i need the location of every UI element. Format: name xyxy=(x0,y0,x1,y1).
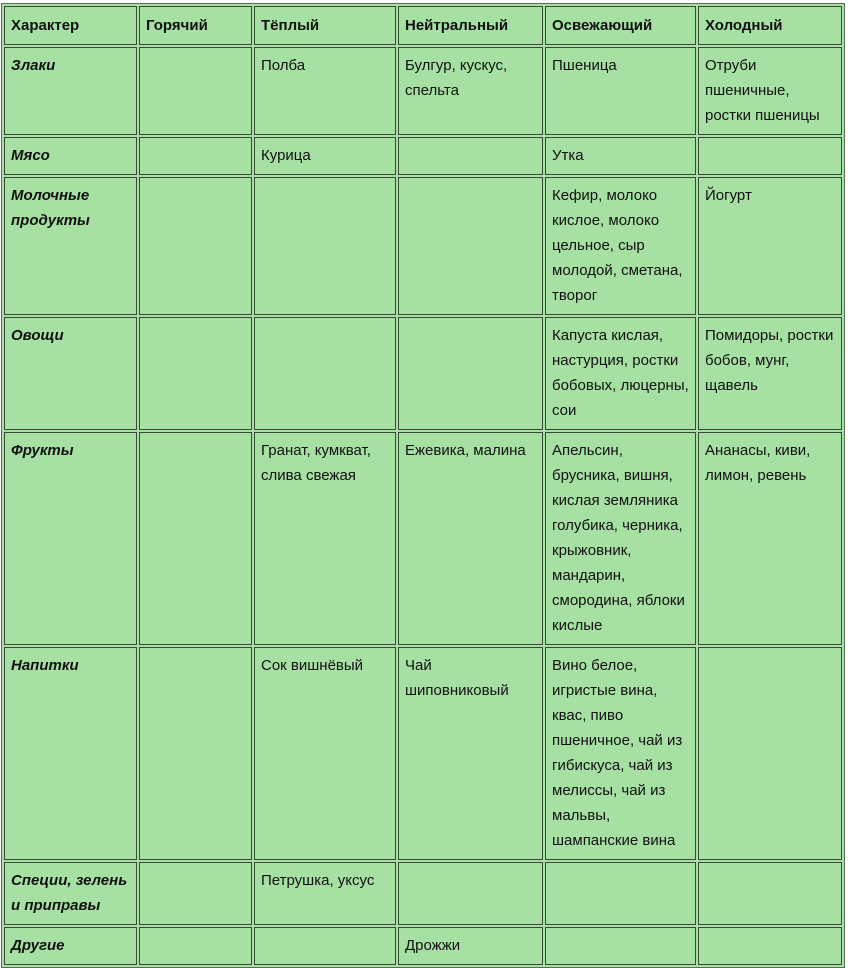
table-cell: Капуста кислая, настурция, ростки бобовых, люцерны, сои xyxy=(545,317,696,430)
table-cell xyxy=(139,432,252,645)
table-cell: Курица xyxy=(254,137,396,175)
table-row xyxy=(4,47,842,135)
table-cell xyxy=(398,862,543,925)
table-cell: Утка xyxy=(545,137,696,175)
category-cell: Специи, зелень и приправы xyxy=(4,862,137,925)
table-cell: Ежевика, малина xyxy=(398,432,543,645)
header-cell: Холодный xyxy=(698,6,842,45)
header-cell: Тёплый xyxy=(254,6,396,45)
table-cell xyxy=(545,862,696,925)
category-cell: Овощи xyxy=(4,317,137,430)
table-cell xyxy=(698,927,842,965)
table-cell xyxy=(139,317,252,430)
category-cell: Фрукты xyxy=(4,432,137,645)
category-cell: Молочные продукты xyxy=(4,177,137,315)
table-cell xyxy=(139,177,252,315)
category-cell: Злаки xyxy=(4,47,137,135)
table-cell: Ананасы, киви, лимон, ревень xyxy=(698,432,842,645)
table-row xyxy=(4,177,842,315)
table-row xyxy=(4,862,842,925)
table-cell: Пшеница xyxy=(545,47,696,135)
table-row xyxy=(4,432,842,645)
table-cell xyxy=(254,927,396,965)
header-cell: Характер xyxy=(4,6,137,45)
table-cell xyxy=(698,862,842,925)
category-cell: Мясо xyxy=(4,137,137,175)
table-cell xyxy=(139,647,252,860)
table-cell: Апельсин, брусника, вишня, кислая земляника голубика, черника, крыжовник, мандарин, смородина, яблоки кислые xyxy=(545,432,696,645)
table-cell xyxy=(398,317,543,430)
table-cell: Чай шиповниковый xyxy=(398,647,543,860)
table-cell: Гранат, кумкват, слива свежая xyxy=(254,432,396,645)
table-cell xyxy=(545,927,696,965)
header-row xyxy=(4,6,842,45)
table-cell xyxy=(254,317,396,430)
table-cell xyxy=(139,47,252,135)
table-cell: Отруби пшеничные, ростки пшеницы xyxy=(698,47,842,135)
table-cell xyxy=(398,177,543,315)
table-cell xyxy=(398,137,543,175)
table-cell xyxy=(254,177,396,315)
table-cell: Помидоры, ростки бобов, мунг, щавель xyxy=(698,317,842,430)
header-cell: Нейтральный xyxy=(398,6,543,45)
table-cell xyxy=(139,862,252,925)
table-cell: Полба xyxy=(254,47,396,135)
header-cell: Горячий xyxy=(139,6,252,45)
table-cell: Сок вишнёвый xyxy=(254,647,396,860)
category-cell: Другие xyxy=(4,927,137,965)
category-cell: Напитки xyxy=(4,647,137,860)
header-cell: Освежающий xyxy=(545,6,696,45)
table-row xyxy=(4,647,842,860)
food-character-table xyxy=(1,3,845,968)
table-cell xyxy=(139,137,252,175)
table-cell xyxy=(698,647,842,860)
table-row xyxy=(4,317,842,430)
table-cell xyxy=(139,927,252,965)
table-cell xyxy=(698,137,842,175)
table-cell: Кефир, молоко кислое, молоко цельное, сыр молодой, сметана, творог xyxy=(545,177,696,315)
table-cell: Дрожжи xyxy=(398,927,543,965)
table-row xyxy=(4,137,842,175)
table-cell: Йогурт xyxy=(698,177,842,315)
table-cell: Петрушка, уксус xyxy=(254,862,396,925)
table-cell: Булгур, кускус, спельта xyxy=(398,47,543,135)
table-cell: Вино белое, игристые вина, квас, пиво пшеничное, чай из гибискуса, чай из мелиссы, чай из мальвы, шампанские вина xyxy=(545,647,696,860)
table-row xyxy=(4,927,842,965)
